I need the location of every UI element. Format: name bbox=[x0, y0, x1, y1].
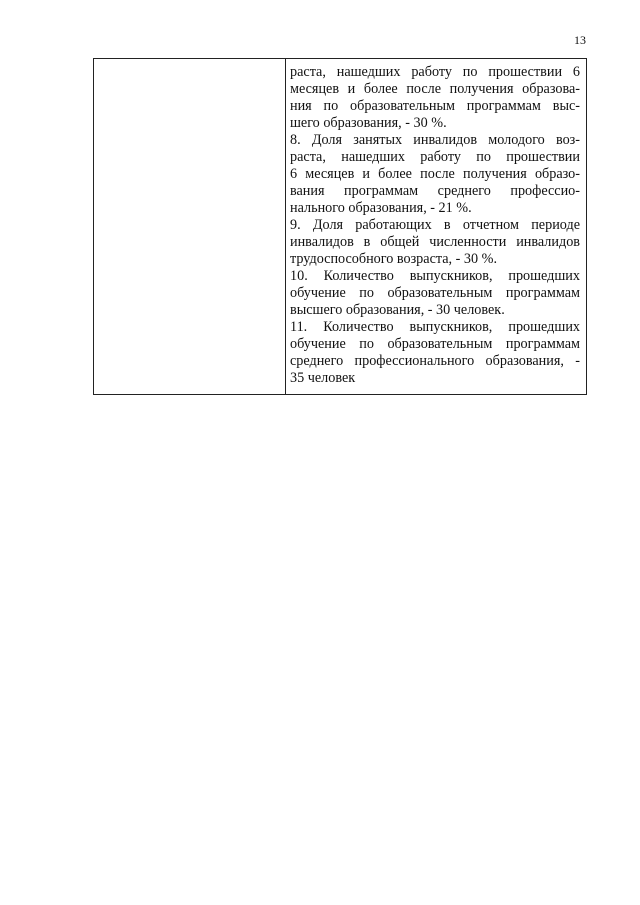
text-line: 9. Доля работающих в отчетном периоде bbox=[290, 217, 580, 233]
page-number: 13 bbox=[574, 33, 586, 47]
text-line: 6 месяцев и более после получения образо- bbox=[290, 166, 580, 182]
paragraph-continuation bbox=[290, 64, 580, 132]
text-line: обучение по образовательным программам bbox=[290, 336, 580, 352]
text-line: высшего образования, - 30 человек. bbox=[290, 302, 505, 318]
text-line: раста, нашедших работу по прошествии bbox=[290, 149, 580, 165]
table-cell-left bbox=[94, 59, 286, 394]
paragraph-item-8 bbox=[290, 132, 580, 217]
text-line: обучение по образовательным программам bbox=[290, 285, 580, 301]
text-line: инвалидов в общей численности инвалидов bbox=[290, 234, 580, 250]
paragraph-item-9 bbox=[290, 217, 580, 268]
text-line: месяцев и более после получения образова- bbox=[290, 81, 580, 97]
text-line: вания программам среднего профессио- bbox=[290, 183, 580, 199]
paragraph-item-10 bbox=[290, 268, 580, 319]
text-line: среднего профессионального образования, - bbox=[290, 353, 580, 369]
text-line: ния по образовательным программам выс- bbox=[290, 98, 580, 114]
text-line: нального образования, - 21 %. bbox=[290, 200, 472, 216]
paragraph-item-11 bbox=[290, 319, 580, 387]
text-line: 35 человек bbox=[290, 370, 356, 386]
text-line: 10. Количество выпускников, прошедших bbox=[290, 268, 580, 284]
text-line: шего образования, - 30 %. bbox=[290, 115, 447, 131]
document-table bbox=[93, 58, 587, 395]
table-cell-right bbox=[286, 59, 586, 394]
text-line: трудоспособного возраста, - 30 %. bbox=[290, 251, 498, 267]
text-line: раста, нашедших работу по прошествии 6 bbox=[290, 64, 580, 80]
text-line: 11. Количество выпускников, прошедших bbox=[290, 319, 580, 335]
text-line: 8. Доля занятых инвалидов молодого воз- bbox=[290, 132, 580, 148]
